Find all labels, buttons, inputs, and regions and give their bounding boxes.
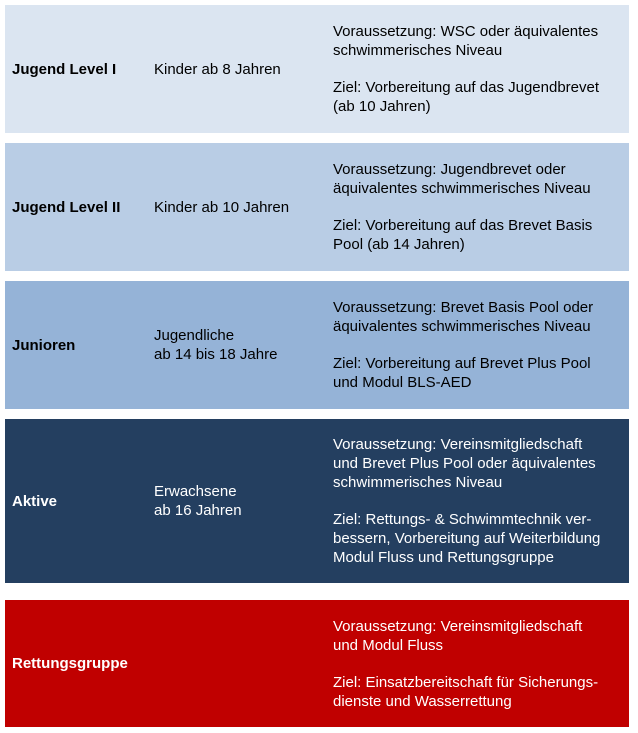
voraussetzung [333, 22, 627, 60]
ziel-line: Ziel: Vorbereitung auf das Brevet Basis [333, 217, 593, 234]
voraussetzung [333, 435, 627, 492]
voraussetzung [333, 160, 627, 198]
ziel-line: Modul Fluss und Rettungsgruppe [333, 549, 554, 566]
age-line: ab 14 bis 18 Jahre [154, 346, 278, 363]
group-description [333, 281, 627, 409]
ziel [333, 78, 627, 116]
group-age [154, 143, 329, 271]
ziel [333, 673, 627, 711]
voraussetzung [333, 298, 627, 336]
group-age [154, 419, 329, 583]
voraussetzung-line: Voraussetzung: Vereinsmitgliedschaft [333, 617, 583, 635]
group-block-jugend-level-2 [5, 143, 629, 271]
group-name [12, 600, 152, 727]
group-age [154, 5, 329, 133]
voraussetzung-line: schwimmerisches Niveau [333, 42, 503, 59]
ziel-line: Ziel: Vorbereitung auf Brevet Plus Pool [333, 355, 591, 372]
voraussetzung-line: äquivalentes schwimmerisches Niveau [333, 180, 591, 197]
group-name [12, 419, 152, 583]
ziel [333, 216, 627, 254]
ziel [333, 510, 627, 567]
group-block-jugend-level-1 [5, 5, 629, 133]
voraussetzung-line: und Modul Fluss [333, 636, 444, 654]
age-line: Jugendliche [154, 327, 235, 344]
ziel [333, 354, 627, 392]
voraussetzung-line: Voraussetzung: WSC oder äquivalentes [333, 23, 599, 40]
age-line: Erwachsene [154, 483, 237, 500]
group-name-text: Jugend Level II [12, 198, 121, 216]
ziel-line: und Modul BLS-AED [333, 374, 472, 391]
group-name [12, 5, 152, 133]
voraussetzung [333, 617, 627, 655]
group-block-aktive [5, 419, 629, 583]
group-block-junioren [5, 281, 629, 409]
group-name-text: Rettungsgruppe [12, 655, 128, 672]
voraussetzung-line: Voraussetzung: Vereinsmitgliedschaft [333, 436, 583, 453]
ziel-line: Ziel: Rettungs- & Schwimmtechnik ver- [333, 511, 592, 528]
voraussetzung-line: äquivalentes schwimmerisches Niveau [333, 318, 591, 335]
ziel-line: dienste und Wasserrettung [333, 692, 512, 710]
ziel-line: Ziel: Vorbereitung auf das Jugendbrevet [333, 79, 600, 96]
group-description [333, 600, 627, 727]
age-line: Kinder ab 8 Jahren [154, 60, 281, 78]
group-name-text: Junioren [12, 336, 76, 354]
group-description [333, 143, 627, 271]
group-description [333, 419, 627, 583]
voraussetzung-line: schwimmerisches Niveau [333, 474, 503, 491]
group-name [12, 143, 152, 271]
group-name-text: Jugend Level I [12, 60, 117, 78]
age-line: ab 16 Jahren [154, 502, 242, 519]
voraussetzung-line: und Brevet Plus Pool oder äquivalentes [333, 455, 596, 472]
voraussetzung-line: Voraussetzung: Brevet Basis Pool oder [333, 299, 594, 316]
ziel-line: Pool (ab 14 Jahren) [333, 236, 465, 253]
group-age [154, 281, 329, 409]
age-line: Kinder ab 10 Jahren [154, 198, 290, 216]
ziel-line: bessern, Vorbereitung auf Weiterbildung [333, 530, 601, 547]
voraussetzung-line: Voraussetzung: Jugendbrevet oder [333, 161, 566, 178]
ziel-line: Ziel: Einsatzbereitschaft für Sicherungs- [333, 673, 599, 691]
group-name [12, 281, 152, 409]
group-name-text: Aktive [12, 492, 58, 510]
group-description [333, 5, 627, 133]
ziel-line: (ab 10 Jahren) [333, 98, 431, 115]
group-block-rettungsgruppe [5, 600, 629, 727]
